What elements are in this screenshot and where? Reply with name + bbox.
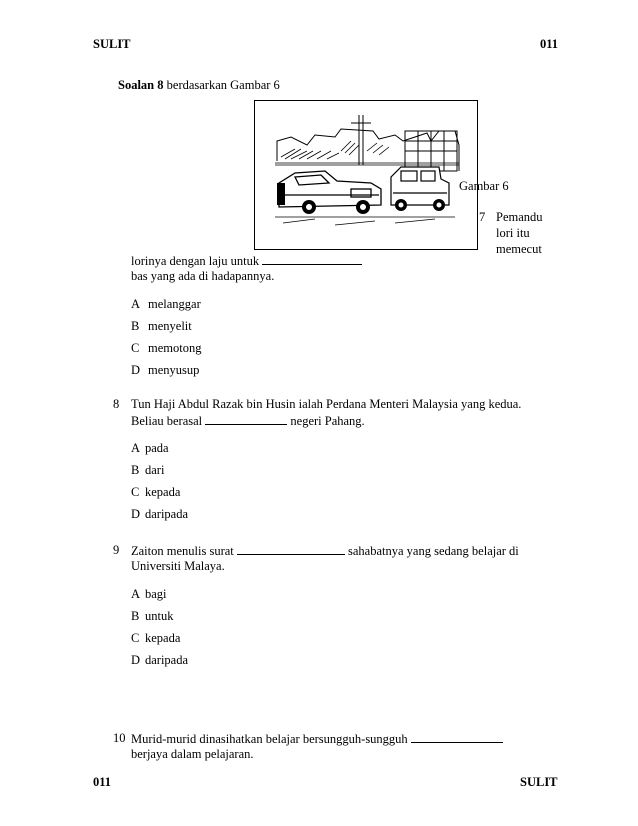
q9-answer-blank[interactable]	[237, 542, 345, 555]
intro-rest: berdasarkan Gambar 6	[163, 78, 280, 92]
street-scene-illustration	[255, 101, 479, 251]
q7-line-1-text: lorinya dengan laju untuk	[131, 254, 260, 268]
q7-option-b[interactable]: B menyelit	[131, 319, 192, 333]
q10-answer-blank[interactable]	[411, 730, 503, 743]
q8-answer-blank[interactable]	[205, 412, 287, 425]
q9-option-d[interactable]: D daripada	[131, 653, 189, 667]
q8-line-1: Tun Haji Abdul Razak bin Husin ialah Perdana Menteri Malaysia yang kedua.	[131, 397, 522, 411]
q9-option-c[interactable]: C kepada	[131, 631, 181, 645]
q8-option-d[interactable]: D daripada	[131, 507, 189, 521]
q7-number: 7	[479, 210, 486, 224]
q7-line-2: bas yang ada di hadapannya.	[131, 269, 275, 283]
q7-side-line-2: lori itu	[496, 226, 530, 240]
q7-answer-blank[interactable]	[262, 252, 362, 265]
q8-option-b[interactable]: B dari	[131, 463, 165, 477]
q7-side-line-3: memecut	[496, 242, 542, 256]
q9-number: 9	[113, 543, 120, 557]
q7-side-line-1: Pemandu	[496, 210, 543, 224]
q8-line-2	[131, 412, 365, 429]
header-left: SULIT	[93, 37, 131, 51]
q10-line-1	[131, 730, 503, 747]
q8-option-c[interactable]: C kepada	[131, 485, 181, 499]
q9-line-1	[131, 542, 519, 559]
footer-right: SULIT	[520, 775, 558, 789]
q10-line-2: berjaya dalam pelajaran.	[131, 747, 254, 761]
q8-line-2a: Beliau berasal	[131, 414, 203, 428]
q8-number: 8	[113, 397, 120, 411]
q7-line-1	[131, 252, 362, 269]
q10-line-1-text: Murid-murid dinasihatkan belajar bersungguh-sungguh	[131, 732, 408, 746]
q10-number: 10	[113, 731, 126, 745]
footer-left: 011	[93, 775, 112, 789]
q7-option-d[interactable]: D menyusup	[131, 363, 200, 377]
q8-line-2b: negeri Pahang.	[290, 414, 365, 428]
q9-option-a[interactable]: A bagi	[131, 587, 167, 601]
q9-line-1a: Zaiton menulis surat	[131, 544, 234, 558]
q9-line-2: Universiti Malaya.	[131, 559, 225, 573]
section-intro	[118, 77, 280, 93]
intro-bold: Soalan 8	[118, 78, 164, 92]
q7-option-a[interactable]: A melanggar	[131, 297, 201, 311]
q7-option-c[interactable]: C memotong	[131, 341, 202, 355]
header-right: 011	[540, 37, 559, 51]
q9-line-1b: sahabatnya yang sedang belajar di	[348, 544, 519, 558]
figure-gambar-6	[254, 100, 478, 250]
q8-option-a[interactable]: A pada	[131, 441, 169, 455]
q9-option-b[interactable]: B untuk	[131, 609, 174, 623]
figure-caption: Gambar 6	[459, 179, 509, 193]
